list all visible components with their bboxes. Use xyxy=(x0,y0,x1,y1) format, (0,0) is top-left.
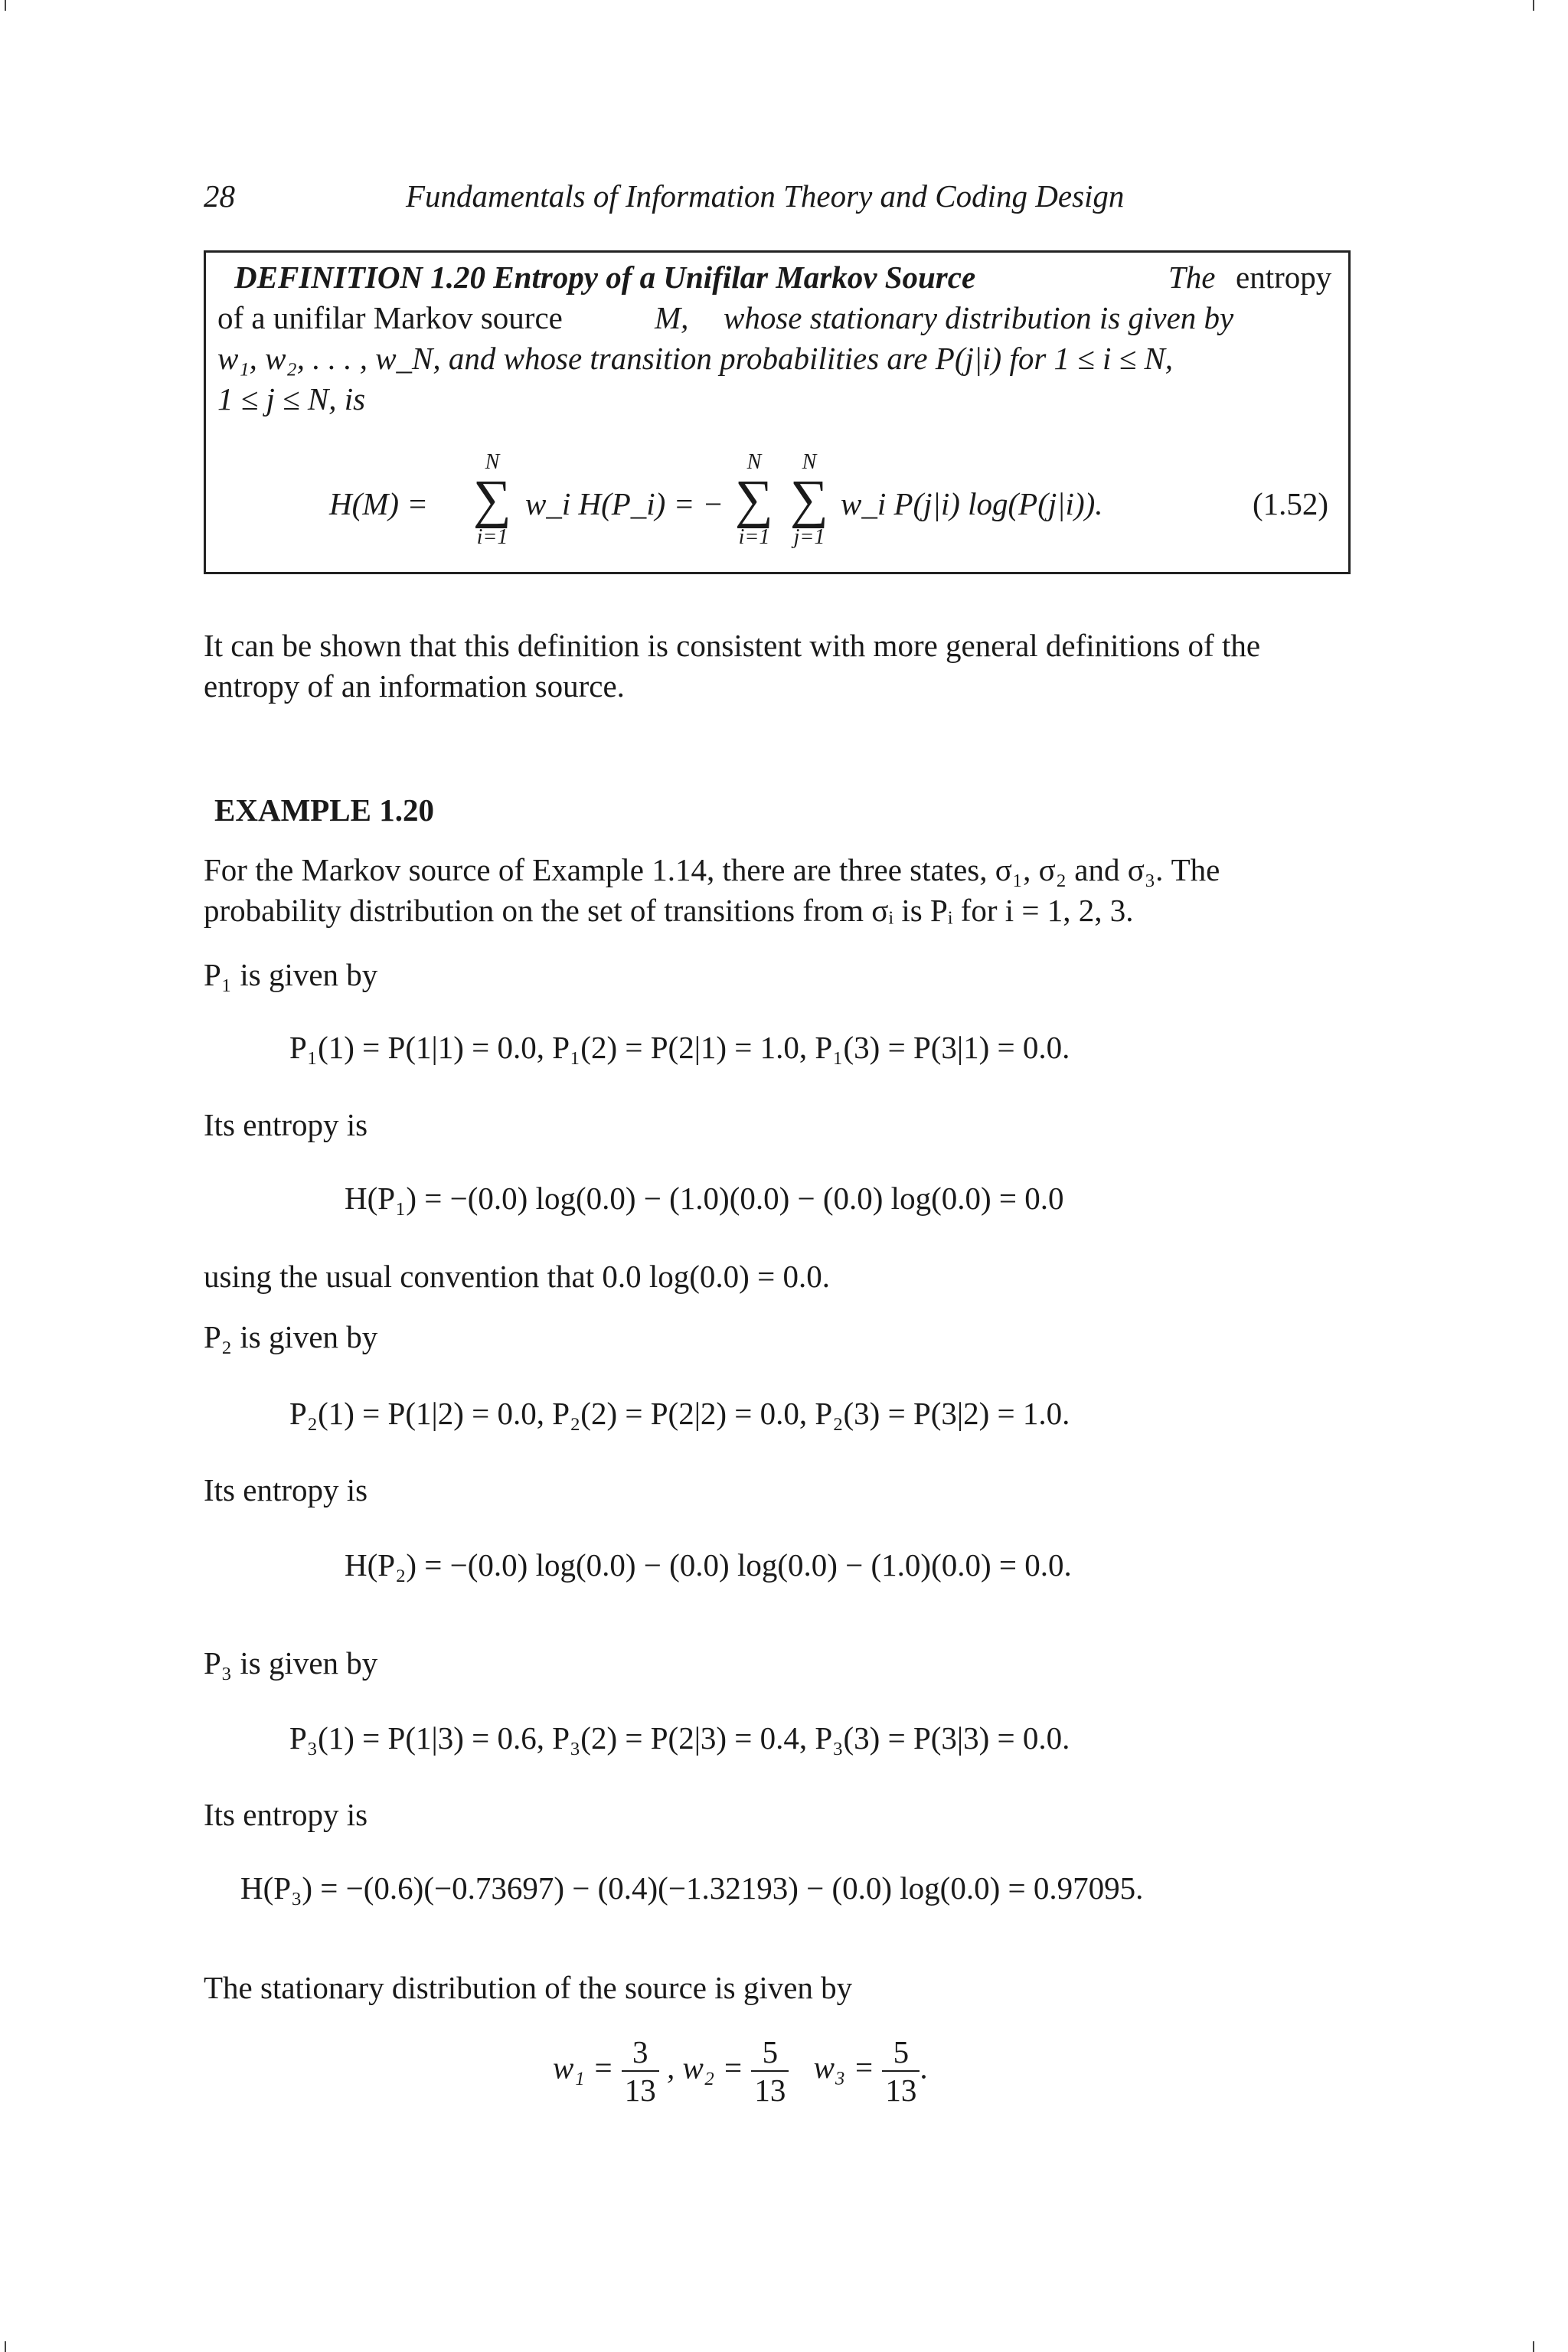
definition-line2-a: of a unifilar Markov source xyxy=(217,300,563,335)
stationary-intro: The stationary distribution of the source is given by xyxy=(204,1970,853,2005)
p3-equation: P₃(1) = P(1|3) = 0.6, P₃(2) = P(2|3) = 0.4, P₃(3) = P(3|3) = 0.0. xyxy=(289,1720,1070,1756)
sum-over-j xyxy=(782,452,836,548)
definition-label: DEFINITION 1.20 Entropy of a Unifilar Markov Source xyxy=(234,260,976,295)
w2-denominator: 13 xyxy=(754,2073,786,2108)
crop-mark-top-left xyxy=(5,0,6,11)
running-title: Fundamentals of Information Theory and Coding Design xyxy=(406,178,1125,214)
w1-numerator: 3 xyxy=(622,2034,659,2072)
definition-line1-tail-italic: The xyxy=(1168,260,1216,295)
w2-numerator: 5 xyxy=(751,2034,789,2072)
crop-mark-bottom-right xyxy=(1533,2341,1534,2352)
w2-lhs: , w₂ = xyxy=(667,2050,744,2086)
equation-number: (1.52) xyxy=(1253,486,1329,521)
p2-entropy-equation: H(P₂) = −(0.0) log(0.0) − (0.0) log(0.0) − (1.0)(0.0) = 0.0. xyxy=(345,1547,1072,1583)
p1-entropy-equation: H(P₁) = −(0.0) log(0.0) − (1.0)(0.0) − (0.0) log(0.0) = 0.0 xyxy=(345,1181,1064,1216)
convention-line: using the usual convention that 0.0 log(0.0) = 0.0. xyxy=(204,1259,830,1294)
definition-line2-b: whose stationary distribution is given by xyxy=(724,300,1234,335)
sum-upper-limit: N xyxy=(746,450,762,474)
equation-lhs: H(M) = xyxy=(329,486,428,521)
sum-symbol: ∑ xyxy=(735,470,773,529)
definition-line4: 1 ≤ j ≤ N, is xyxy=(217,381,366,416)
p3-entropy-equation: H(P₃) = −(0.6)(−0.73697) − (0.4)(−1.32193) − (0.0) log(0.0) = 0.97095. xyxy=(240,1870,1144,1906)
sum-upper-limit: N xyxy=(485,450,500,474)
crop-mark-top-right xyxy=(1533,0,1534,11)
sum-over-i-2 xyxy=(727,452,781,548)
p3-entropy-label: Its entropy is xyxy=(204,1797,368,1832)
sum-over-i xyxy=(466,452,519,548)
w1-lhs: w₁ = xyxy=(553,2050,614,2086)
sum-symbol: ∑ xyxy=(473,470,511,529)
p3-given: P₃ is given by xyxy=(204,1645,378,1681)
p2-given: P₂ is given by xyxy=(204,1319,378,1354)
final-period: . xyxy=(920,2050,928,2086)
sum-upper-limit: N xyxy=(802,450,817,474)
equation-mid: w_i H(P_i) = − xyxy=(525,486,724,521)
w1-denominator: 13 xyxy=(624,2073,656,2108)
definition-line3: w₁, w₂, . . . , w_N, and whose transition probabilities are P(j|i) for 1 ≤ i ≤ N, xyxy=(217,341,1174,376)
w1-fraction xyxy=(622,2034,659,2109)
example-intro-line2: probability distribution on the set of transitions from σᵢ is Pᵢ for i = 1, 2, 3. xyxy=(204,893,1134,928)
p1-given: P₁ is given by xyxy=(204,957,378,992)
sum-lower-limit: i=1 xyxy=(738,525,770,549)
example-intro-line1: For the Markov source of Example 1.14, there are three states, σ₁, σ₂ and σ₃. The xyxy=(204,852,1220,887)
p1-equation: P₁(1) = P(1|1) = 0.0, P₁(2) = P(2|1) = 1.0, P₁(3) = P(3|1) = 0.0. xyxy=(289,1030,1070,1065)
crop-mark-bottom-left xyxy=(5,2341,6,2352)
sum-lower-limit: i=1 xyxy=(476,525,508,549)
example-heading: EXAMPLE 1.20 xyxy=(214,792,434,828)
page-number: 28 xyxy=(204,178,235,214)
equation-rhs: w_i P(j|i) log(P(j|i)). xyxy=(841,486,1103,521)
sum-lower-limit: j=1 xyxy=(793,525,825,549)
definition-line2-math: M, xyxy=(655,300,689,335)
p2-equation: P₂(1) = P(1|2) = 0.0, P₂(2) = P(2|2) = 0.0, P₂(3) = P(3|2) = 1.0. xyxy=(289,1396,1070,1431)
stationary-distribution xyxy=(553,2034,928,2109)
w3-numerator: 5 xyxy=(882,2034,920,2072)
w3-lhs: w₃ = xyxy=(813,2050,875,2086)
definition-line1-tail: entropy xyxy=(1236,260,1332,295)
paragraph-line2: entropy of an information source. xyxy=(204,668,625,704)
w3-fraction xyxy=(882,2034,920,2109)
paragraph-line1: It can be shown that this definition is consistent with more general definitions of the xyxy=(204,628,1261,663)
w3-denominator: 13 xyxy=(885,2073,917,2108)
w2-fraction xyxy=(751,2034,789,2109)
p1-entropy-label: Its entropy is xyxy=(204,1107,368,1142)
sum-symbol: ∑ xyxy=(790,470,828,529)
p2-entropy-label: Its entropy is xyxy=(204,1472,368,1508)
